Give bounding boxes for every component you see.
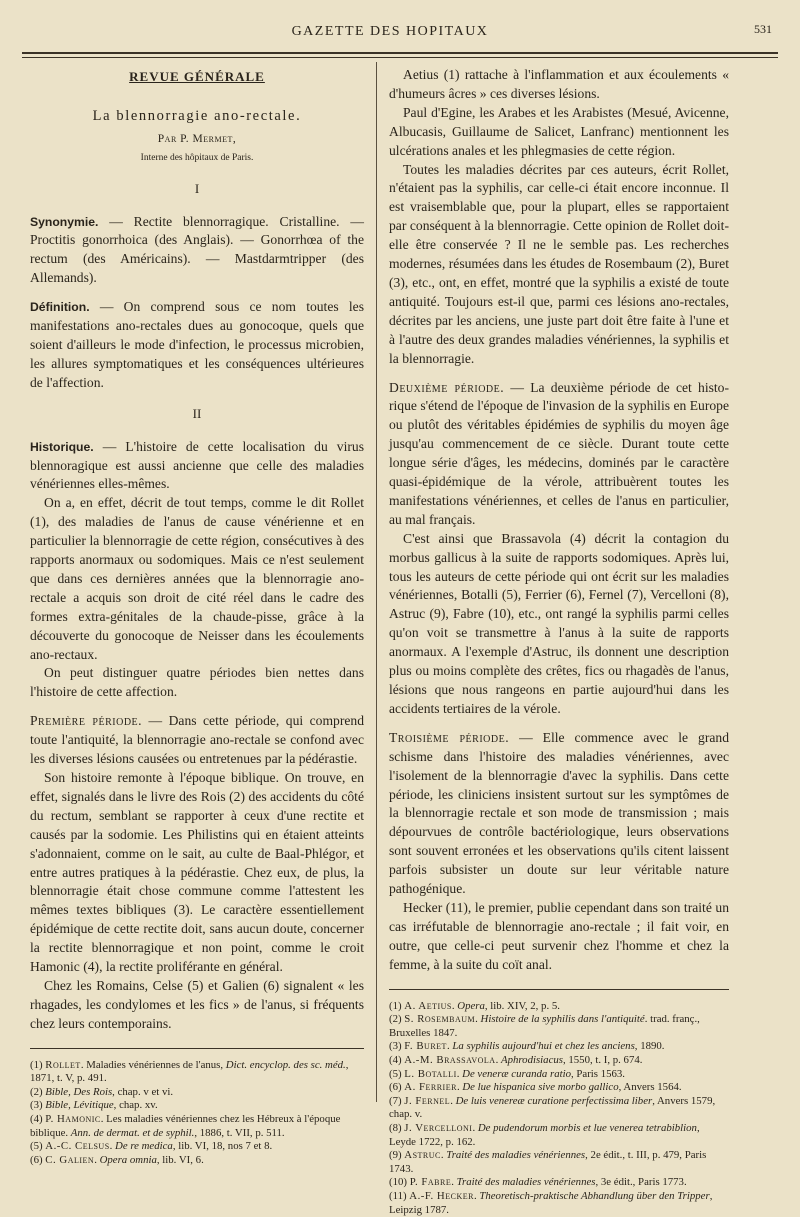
left-column <box>30 66 364 1167</box>
footnote-text: . Maladies vénériennes de l'anus, <box>80 1058 226 1071</box>
troisieme-periode-paragraph <box>389 729 729 899</box>
footnote-title: Opera <box>457 999 485 1012</box>
footnote-number: (8) <box>389 1121 405 1134</box>
footnote <box>30 1099 364 1113</box>
historique-text: — L'histoire de cette localisation du virus blennoragique est aussi ancienne que celle des maladies vénériennes elles-mêmes. <box>30 438 364 492</box>
footnote <box>389 1081 729 1095</box>
footnote-rest: , chap. xv. <box>113 1099 158 1112</box>
footnote-rest: , 1886, t. VII, p. 511. <box>194 1126 285 1139</box>
footnote-author: P. Hamonic <box>45 1113 101 1126</box>
paragraph-brassavola: C'est ainsi que Brassavola (4) décrit la contagion du morbus gallicus à la suite de rapports sodomiques. Après lui, tous les auteurs de cette période qui ont écrit sur les maladies vénériennes, Botalli (5), Ferrier (6), Fernel (7), Vercelloni (8), Astruc (9), Fabre (10), etc., ont rangé la syphilis parmi celles qu'on voit se transmettre à l'anus à la suite de rapports anormaux. A l'exemple d'Astruc, ils donnent une description plus ou moins complète des crêtes, fics ou rhagadès de l'anus, lésions que nous rangeons en partie aujourd'hui dans les accidents tertiaires de la vérole. <box>389 530 729 716</box>
footnote <box>389 1013 729 1040</box>
footnote-number: (5) <box>30 1140 46 1153</box>
footnotes-rule <box>389 989 729 990</box>
footnote-text: . Les maladies vénériennes chez les Hébreux à l'époque biblique. <box>30 1113 341 1139</box>
part-number-2: II <box>192 405 202 421</box>
footnote-title: De re medica <box>115 1140 173 1153</box>
author-affiliation: Interne des hôpitaux de Paris. <box>140 152 254 163</box>
footnote-number: (1) <box>30 1058 46 1071</box>
footnote-text: . <box>475 1013 481 1026</box>
header-rule-thin <box>22 57 778 58</box>
footnote-number: (4) <box>30 1113 46 1126</box>
footnote-rest: , 1550, t. I, p. 674. <box>562 1053 643 1066</box>
footnote-author: A. Ferrier <box>404 1081 457 1094</box>
part-number-1: I <box>194 180 200 196</box>
paragraph-on-a: On a, en effet, décrit de tout temps, comme le dit Rollet (1), des maladies de l'anus de cause vénérienne et en particulier la blennorragie de cette région, consécutives à des rapports anormaux ou sodomiques. Mais ce n'est seulement que dans ces dernières années que la blennorragie ano-rectale a acquis son droit de cité réel dans le cadre des formes extra-génitales de la chaude-pisse, grâce à la découverte du gonocoque de Neisser dans les écoulements ano-rectaux. <box>30 495 364 662</box>
byline <box>30 130 364 149</box>
footnote-title: Ann. de dermat. et de syphil. <box>70 1126 195 1139</box>
footnote-title: La syphilis aujourd'hui et chez les anciens <box>452 1040 635 1053</box>
footnote <box>389 1068 729 1082</box>
paragraph-quatre-periodes: On peut distinguer quatre périodes bien nettes dans l'histoire de cette affection. <box>30 665 364 700</box>
running-header <box>0 22 800 42</box>
footnote-rest: , 2e édit., t. III, p. 479, Paris 1743. <box>389 1149 707 1175</box>
footnote <box>30 1086 364 1100</box>
footnote-title: De lue hispanica sive morbo gallico <box>462 1081 619 1094</box>
footnote <box>30 1113 364 1140</box>
footnote-text: . <box>94 1153 100 1166</box>
footnote-number: (9) <box>389 1149 405 1162</box>
footnote-number: (2) <box>389 1013 405 1026</box>
footnote-rest: , Paris 1563. <box>571 1067 625 1080</box>
footnotes-right <box>389 1000 729 1217</box>
footnote-number: (3) <box>30 1099 46 1112</box>
synonymie-paragraph <box>30 213 364 289</box>
footnote-title: Bible, Lévitique <box>45 1099 114 1112</box>
premiere-periode-text: — Dans cette période, qui comprend toute l'antiquité, la blennorragie ano-rectale se confond avec les diverses lésions causées ou entretenues par la pédérastie. <box>30 713 364 767</box>
definition-paragraph <box>30 298 364 393</box>
definition-heading: Définition. <box>30 300 90 315</box>
footnote-title: De veneræ curanda ratio <box>462 1067 571 1080</box>
footnote-rest: . trad. franç., Bruxelles 1847. <box>389 1013 700 1039</box>
deuxieme-periode-text: — La deuxième période de cet historique s'étend de l'époque de l'invasion de la syphilis en Europe ou plutôt des véritables épidémies de syphilis du moyen âge jusqu'au commencement de ce siècle. Durant toute cette longue série d'âges, les médecins, dominés par le caractère quasi-épidémique de la vérole, attribuèrent toutes les manifestations vénériennes, et celles de l'anus en particulier, au mal français. <box>389 379 730 527</box>
footnote-author: Astruc <box>404 1149 441 1162</box>
paragraph-biblique: Son histoire remonte à l'époque biblique. On trouve, en effet, signalés dans le livre des Rois (2) des accidents du côté du rectum, semblant se rapporter à ceux d'une rectite et causés par la sodomie. Les Philistins qui en étaient atteints s'adonnaient, comme on le sait, au culte de Baal-Phlégor, et entre autres pratiques à la pédérastie. Chez eux, de plus, la blennorragie était chose commune comme l'attestent les mêmes textes bibliques (3). Le caractère essentiellement épidémique de cette rectite doit, sans aucun doute, concerner la rectite blennorragique et non point, comme le croit Hamonic (4), la rectite proliférante en général. <box>30 770 364 975</box>
footnote-title: Aphrodisiacus <box>500 1053 563 1066</box>
footnote-number: (10) <box>389 1176 410 1189</box>
journal-title: GAZETTE DES HOPITAUX <box>291 24 489 39</box>
footnote-title: Dict. encyclop. des sc. méd. <box>225 1058 346 1071</box>
footnote-rest: , Leipzig 1787. <box>389 1189 713 1216</box>
premiere-periode-heading: Première période. <box>30 713 143 729</box>
paragraph-hecker: Hecker (11), le premier, publie cependant dans son traité un cas irréfutable de blennorragie ano-rectale ; il fait voir, en outre, que celle-ci peut survenir chez l'homme et chez la femme, à la suite du coït anal. <box>389 899 729 972</box>
footnote-title: Bible, Des Rois <box>45 1085 113 1098</box>
footnote <box>389 1190 729 1217</box>
footnote-author: J. Vercelloni <box>404 1121 473 1134</box>
footnote-rest: , lib. VI, 6. <box>156 1153 204 1166</box>
footnote-number: (6) <box>389 1081 405 1094</box>
synonymie-text: — Rectite blennorragique. Cristalline. — Proctitis gonorrhoica (des Anglais). — Gonorrhœa of the rectum (des Américains). — Mastdarmtripper (des Allemands). <box>30 213 364 286</box>
footnote-number: (2) <box>30 1085 46 1098</box>
paragraph-paul: Paul d'Egine, les Arabes et les Arabistes (Mesué, Avicenne, Albucasis, Guillaume de Salicet, Lanfranc) mentionnent les ulcérations anales et les phlegmasies de cette région. <box>389 104 729 158</box>
footnote-text: . <box>495 1053 501 1066</box>
footnote-author: A.-C. Celsus <box>45 1140 110 1153</box>
footnotes-left <box>30 1059 364 1168</box>
footnote-text: . <box>472 1121 478 1134</box>
paragraph-aetius: Aetius (1) rattache à l'inflammation et aux écoulements « d'humeurs âcres » ces diverses lésions. <box>389 67 729 101</box>
footnote-title: Traité des maladies vénériennes <box>446 1149 586 1162</box>
footnote-text: . <box>109 1140 116 1153</box>
footnote-number: (11) <box>389 1189 410 1202</box>
footnote <box>389 1040 729 1054</box>
footnote <box>389 1122 729 1149</box>
footnote-title: Traité des maladies vénériennes <box>456 1176 596 1189</box>
footnote-author: S. Rosembaum <box>404 1013 476 1026</box>
footnote-rest: , lib. XIV, 2, p. 5. <box>484 999 560 1012</box>
header-rule <box>22 52 778 54</box>
footnote-rest: , chap. v et vi. <box>112 1085 174 1098</box>
footnote-author: F. Buret <box>404 1040 447 1053</box>
troisieme-periode-heading: Troisième période. <box>389 729 510 745</box>
footnote <box>30 1059 364 1086</box>
deuxieme-periode-paragraph <box>389 379 729 530</box>
footnote-author: J. Fernel <box>404 1094 451 1107</box>
footnote <box>389 1149 729 1176</box>
article-title: La blennorragie ano-rectale. <box>92 107 302 124</box>
deuxieme-periode-heading: Deuxième période. <box>389 379 505 395</box>
page-number: 531 <box>754 22 772 36</box>
footnote-title: Opera omnia <box>99 1153 157 1166</box>
footnote-rest: , Anvers 1579, chap. v. <box>389 1094 716 1121</box>
footnote <box>30 1140 364 1154</box>
footnote-number: (6) <box>30 1153 46 1166</box>
footnote-title: Theoretisch-praktische Abhandlung über den Tripper <box>479 1189 710 1202</box>
footnote <box>30 1154 364 1168</box>
footnote-text: . <box>451 999 458 1012</box>
footnote-number: (7) <box>389 1094 405 1107</box>
footnote-author: C. Galien <box>45 1153 95 1166</box>
historique-heading: Historique. <box>30 439 94 454</box>
footnote-rest: , lib. VI, 18, nos 7 et 8. <box>172 1140 273 1153</box>
footnote-rest: , Anvers 1564. <box>618 1081 682 1094</box>
paragraph-toutes: Toutes les maladies décrites par ces auteurs, écrit Rollet, n'étaient pas la syphilis, car celle-ci était encore inconnue. Il est vraisemblable que, pour la plupart, elles se rapportaient par conséquent à la blennorragie. Cette opinion de Rollet doit-elle être conservée ? Il ne le semble pas. Les recherches modernes, résumées dans les études de Rosembaum (2), Buret (3), etc., ont, en effet, montré que la syphilis a existé de toute antiquité. Toujours est-il que, parmi ces lésions ano-rectales, décrites par les anciens, une juste part doit être faite à l'une et à l'autre des deux grandes maladies vénériennes, la syphilis et la blennorragie. <box>389 161 729 366</box>
footnote-rest: , Leyde 1722, p. 162. <box>389 1121 700 1148</box>
footnote-author: P. Fabre <box>409 1176 452 1189</box>
footnote-author: Rollet <box>45 1058 81 1071</box>
footnote-title: De luis venereæ curatione perfectissima liber <box>455 1094 653 1107</box>
troisieme-periode-text: — Elle commence avec le grand schisme dans l'histoire des maladies vénériennes, avec l'isolement de la blennorragie d'avec la syphilis. Dans cette période, les cliniciens insistent surtout sur les symptômes de la blennorragie rectale et son mode de transmission ; mais dépourvues de contrôle bactériologique, leurs observations sont souvent erronées et les observations qu'ils citent laissent parfois subsister un doute sur leur véritable nature pathogénique. <box>389 729 729 897</box>
footnote-rest: , 1871, t. V, p. 491. <box>30 1058 349 1085</box>
footnote-text: . <box>451 1176 457 1189</box>
footnote-number: (3) <box>389 1040 405 1053</box>
footnote-text: . <box>456 1067 463 1080</box>
footnotes-rule <box>30 1048 364 1049</box>
paragraph-romains: Chez les Romains, Celse (5) et Galien (6) signalent « les rhagades, les condylomes et les fics » de l'anus, si fréquents chez leurs contemporains. <box>30 977 364 1031</box>
footnote-text: . <box>473 1189 480 1202</box>
footnote <box>389 1095 729 1122</box>
footnote-rest: , 3e édit., Paris 1773. <box>595 1176 687 1189</box>
footnote-author: A. Aetius <box>404 999 452 1012</box>
premiere-periode-paragraph <box>30 712 364 769</box>
footnote <box>389 1000 729 1014</box>
footnote-title: De pudendorum morbis et lue venerea tetrabiblion <box>477 1121 697 1134</box>
author-name: Par P. Mermet, <box>157 132 237 145</box>
footnote-number: (4) <box>389 1053 405 1066</box>
right-column <box>389 66 729 1217</box>
synonymie-heading: Synonymie. <box>30 214 99 229</box>
footnote-number: (5) <box>389 1067 405 1080</box>
section-title: REVUE GÉNÉRALE <box>129 69 265 84</box>
footnote-text: . <box>440 1149 447 1162</box>
footnote-text: . <box>446 1040 453 1053</box>
footnote-text: . <box>456 1081 463 1094</box>
footnote-author: A.-F. Hecker <box>409 1189 474 1202</box>
footnote <box>389 1176 729 1190</box>
footnote-rest: , 1890. <box>634 1040 665 1053</box>
footnote-author: L. Botalli <box>404 1067 457 1080</box>
footnote-number: (1) <box>389 999 405 1012</box>
footnote-text: . <box>450 1094 456 1107</box>
footnote-title: Histoire de la syphilis dans l'antiquité <box>480 1013 645 1026</box>
footnote <box>389 1054 729 1068</box>
footnote-author: A.-M. Brassavola <box>404 1053 496 1066</box>
definition-text: — On comprend sous ce nom toutes les manifestations ano-rectales dues au gonocoque, quels que soient d'ailleurs le mode d'infection, le processus microbien, les allures symptomatiques et les conséquences ultérieures de l'affection. <box>30 299 364 390</box>
column-divider <box>376 62 377 1102</box>
historique-paragraph <box>30 438 364 495</box>
